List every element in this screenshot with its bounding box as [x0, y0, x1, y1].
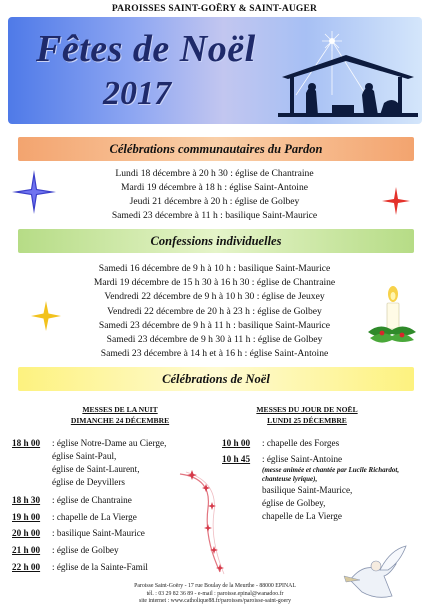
christmas-candle-icon — [366, 286, 418, 348]
mass-place: : église Saint-Antoine — [262, 454, 343, 464]
mass-time: 18 h 00 — [12, 438, 41, 448]
mass-place-extra: église de Saint-Laurent, — [52, 464, 140, 474]
list-item: Jeudi 21 décembre à 20 h : église de Golbey — [129, 196, 300, 207]
mass-place: : église de Chantraine — [52, 495, 132, 505]
mass-place: : église de Golbey — [52, 545, 119, 555]
mass-place-extra: basilique Saint-Maurice, — [262, 485, 353, 495]
day-masses-heading: MESSES DU JOUR DE NOËL — [256, 405, 358, 414]
parishes-header: PAROISSES SAINT-GOËRY & SAINT-AUGER — [111, 4, 318, 14]
red-star-icon — [381, 186, 411, 216]
night-mass-entry — [12, 527, 187, 540]
night-masses-title — [45, 404, 195, 426]
mass-place-extra: église de Golbey, — [262, 498, 326, 508]
day-mass-entry — [222, 437, 422, 450]
footer-website: site internet : www.catholique88.fr/paroisses/paroisse-saint-goery — [138, 598, 292, 605]
mass-time: 18 h 30 — [12, 495, 41, 505]
footer-phone-email: tél. : 03 29 82 36 89 - e-mail : paroisse.epinal@wanadoo.fr — [146, 590, 284, 597]
day-mass-entry — [222, 453, 422, 523]
mass-time: 22 h 00 — [12, 562, 41, 572]
mass-place: : église de la Sainte-Famil — [52, 562, 148, 572]
mass-place-extra: église Saint-Paul, — [52, 451, 117, 461]
list-item: Samedi 23 décembre de 9 h à 11 h : basilique Saint-Maurice — [98, 319, 331, 331]
mass-place-extra: chapelle de La Vierge — [262, 511, 342, 521]
mass-place: : chapelle de La Vierge — [52, 512, 137, 522]
mass-time: 10 h 45 — [222, 454, 251, 464]
pardon-list — [50, 167, 379, 223]
mass-time: 19 h 00 — [12, 512, 41, 522]
mass-time: 10 h 00 — [222, 438, 251, 448]
angel-icon — [340, 540, 410, 608]
night-mass-entry — [12, 494, 187, 507]
mass-place-extra: église de Deyvillers — [52, 477, 125, 487]
list-item: Lundi 18 décembre à 20 h 30 : église de Chantraine — [115, 168, 314, 179]
list-item: Samedi 23 décembre à 11 h : basilique Saint-Maurice — [111, 210, 318, 221]
list-item: Samedi 23 décembre à 14 h et à 16 h : église Saint-Antoine — [100, 348, 329, 360]
footer-address: Paroisse Saint-Goëry - 17 rue Boulay de la Meurthe - 88000 EPINAL — [134, 583, 296, 589]
nativity-scene-icon — [276, 25, 418, 119]
mass-place: : église Notre-Dame au Cierge, — [52, 438, 167, 448]
mass-time: 21 h 00 — [12, 545, 41, 555]
list-item: Vendredi 22 décembre de 20 h à 23 h : église de Golbey — [107, 305, 322, 317]
night-mass-entry — [12, 561, 187, 574]
list-item: Samedi 16 décembre de 9 h à 10 h : basilique Saint-Maurice — [98, 263, 331, 274]
confessions-section-title: Confessions individuelles — [18, 229, 414, 253]
mass-place: : basilique Saint-Maurice — [52, 528, 145, 538]
list-item: Vendredi 22 décembre de 9 h à 10 h 30 : église de Jeuxey — [104, 291, 325, 303]
yellow-star-icon — [30, 300, 62, 332]
night-mass-entry — [12, 544, 187, 557]
mass-note: (messe animée et chantée par Lucile Richardot, chanteuse lyrique), — [262, 466, 400, 483]
pardon-section-title: Célébrations communautaires du Pardon — [18, 137, 414, 161]
banner-year: 2017 — [103, 75, 171, 112]
mass-time: 20 h 00 — [12, 528, 41, 538]
night-mass-entry — [12, 511, 187, 524]
mass-place: : chapelle des Forges — [262, 438, 340, 448]
list-item: Mardi 19 décembre à 18 h : église Saint-Antoine — [120, 182, 309, 193]
list-item: Mardi 19 décembre de 15 h 30 à 16 h 30 : église de Chantraine — [93, 277, 336, 289]
confessions-list — [60, 262, 369, 361]
day-masses-date: LUNDI 25 DÉCEMBRE — [267, 416, 347, 425]
banner-title: Fêtes de Noël — [36, 28, 256, 70]
day-masses-title — [232, 404, 382, 426]
noel-section-title: Célébrations de Noël — [18, 367, 414, 391]
title-banner — [8, 17, 422, 124]
footer-contact — [95, 583, 335, 606]
night-masses-date: DIMANCHE 24 DÉCEMBRE — [70, 416, 170, 425]
night-masses-heading: MESSES DE LA NUIT — [82, 405, 158, 414]
night-mass-entry — [12, 437, 187, 489]
list-item: Samedi 23 décembre de 9 h 30 à 11 h : église de Golbey — [106, 334, 323, 346]
